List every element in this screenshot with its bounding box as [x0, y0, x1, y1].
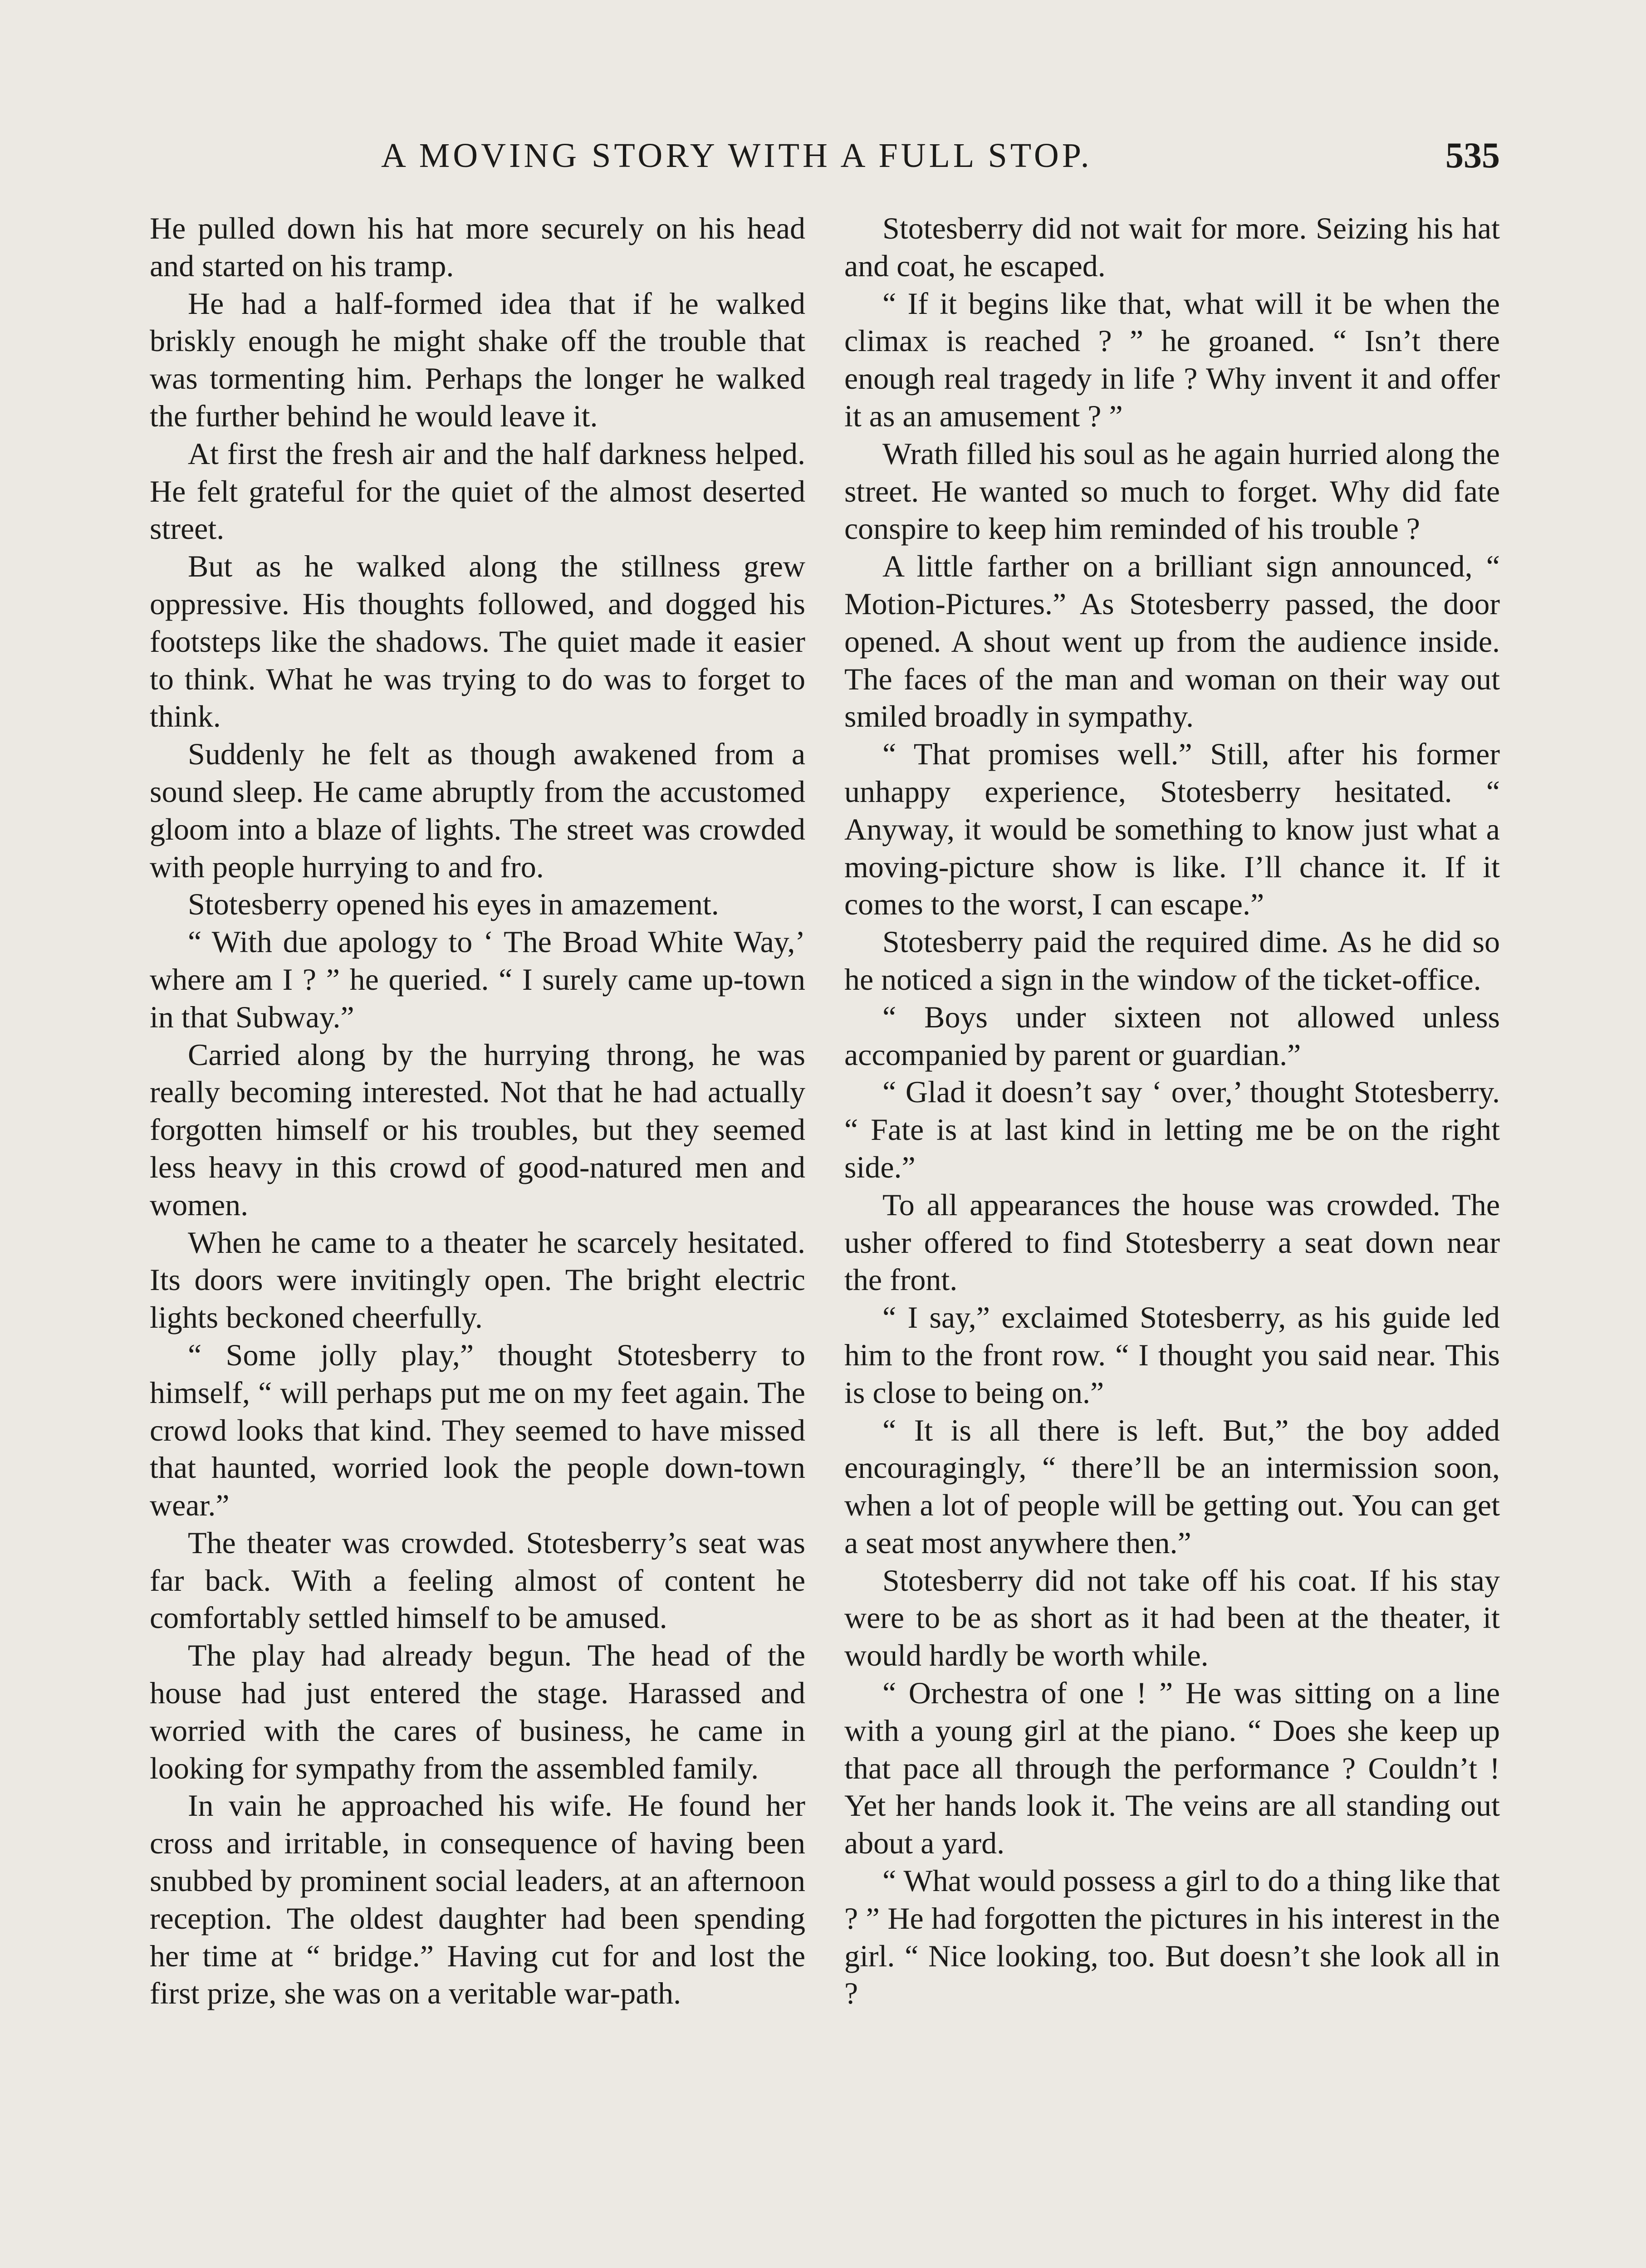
paragraph: Stotesberry opened his eyes in amazement. [188, 887, 719, 922]
paragraph: Stotesberry paid the required dime. As he did so he noticed a sign in the window of the ticket-office. [844, 924, 1500, 997]
page-number: 535 [1445, 136, 1500, 176]
paragraph: “ With due apology to ‘ The Broad White Way,’ where am I ? ” he queried. “ I surely came up-town in that Subway.” [150, 924, 805, 1034]
paragraph: “ Glad it doesn’t say ‘ over,’ thought Stotesberry. “ Fate is at last kind in letting me be on the right side.” [844, 1075, 1500, 1184]
paragraph: But as he walked along the stillness grew oppressive. His thoughts followed, and dogged his footsteps like the shadows. The quiet made it easier to think. What he was trying to do was to forget to think. [150, 549, 805, 734]
paragraph: Suddenly he felt as though awakened from a sound sleep. He came abruptly from the accustomed gloom into a blaze of lights. The street was crowded with people hurrying to and fro. [150, 737, 805, 884]
paragraph: “ Boys under sixteen not allowed unless accompanied by parent or guardian.” [844, 999, 1500, 1072]
paragraph: “ I say,” exclaimed Stotesberry, as his guide led him to the front row. “ I thought you said near. This is close to being on.” [844, 1300, 1500, 1410]
paragraph: “ If it begins like that, what will it be when the climax is reached ? ” he groaned. “ Isn’t there enough real tragedy in life ? Why invent it and offer it as an amusement ? ” [844, 286, 1500, 433]
paragraph: At first the fresh air and the half darkness helped. He felt grateful for the quiet of the almost deserted street. [150, 436, 805, 546]
paragraph: Stotesberry did not take off his coat. If his stay were to be as short as it had been at the theater, it would hardly be worth while. [844, 1563, 1500, 1673]
paragraph: In vain he approached his wife. He found her cross and irritable, in consequence of having been snubbed by prominent social leaders, at an afternoon reception. The oldest daughter had been spending her time at “ bridge.” Having cut for and lost the first prize, she was on a veritable war-path. [150, 1788, 805, 2011]
paragraph: Stotesberry did not wait for more. Seizing his hat and coat, he escaped. [844, 211, 1500, 283]
paragraph: Carried along by the hurrying throng, he was really becoming interested. Not that he had actually forgotten himself or his troubles, but they seemed less heavy in this crowd of good-natured men and women. [150, 1037, 805, 1222]
page-header [150, 126, 1500, 185]
paragraph: “ That promises well.” Still, after his former unhappy experience, Stotesberry hesitated. “ Anyway, it would be something to know just what a moving-picture show is like. I’ll chance it. If it comes to the worst, I can escape.” [844, 737, 1500, 922]
paragraph: The play had already begun. The head of the house had just entered the stage. Harassed and worried with the cares of business, he came in looking for sympathy from the assembled family. [150, 1638, 805, 1785]
paragraph: The theater was crowded. Stotesberry’s seat was far back. With a feeling almost of content he comfortably settled himself to be amused. [150, 1525, 805, 1635]
paragraph: A little farther on a brilliant sign announced, “ Motion-Pictures.” As Stotesberry passed, the door opened. A shout went up from the audience inside. The faces of the man and woman on their way out smiled broadly in sympathy. [844, 549, 1500, 734]
paragraph: “ Orchestra of one ! ” He was sitting on a line with a young girl at the piano. “ Does she keep up that pace all through the performance ? Couldn’t ! Yet her hands look it. The veins are all standing out about a yard. [844, 1676, 1500, 1861]
paragraph: He pulled down his hat more securely on his head and started on his tramp. [150, 211, 805, 283]
paragraph: “ Some jolly play,” thought Stotesberry to himself, “ will perhaps put me on my feet again. The crowd looks that kind. They seemed to have missed that haunted, worried look the people down-town wear.” [150, 1337, 805, 1523]
paragraph: “ What would possess a girl to do a thing like that ? ” He had forgotten the pictures in his interest in the girl. “ Nice looking, too. But doesn’t she look all in ? [844, 1863, 1500, 2011]
paragraph: Wrath filled his soul as he again hurried along the street. He wanted so much to forget. Why did fate conspire to keep him reminded of his trouble ? [844, 436, 1500, 546]
paragraph: When he came to a theater he scarcely hesitated. Its doors were invitingly open. The bright electric lights beckoned cheerfully. [150, 1225, 805, 1335]
left-column [150, 210, 805, 2012]
right-column [844, 210, 1500, 2012]
paragraph: He had a half-formed idea that if he walked briskly enough he might shake off the trouble that was tormenting him. Perhaps the longer he walked the further behind he would leave it. [150, 286, 805, 433]
paragraph: “ It is all there is left. But,” the boy added encouragingly, “ there’ll be an intermission soon, when a lot of people will be getting out. You can get a seat most anywhere then.” [844, 1413, 1500, 1560]
running-title: A MOVING STORY WITH A FULL STOP. [381, 137, 1092, 175]
paragraph: To all appearances the house was crowded. The usher offered to find Stotesberry a seat down near the front. [844, 1187, 1500, 1297]
